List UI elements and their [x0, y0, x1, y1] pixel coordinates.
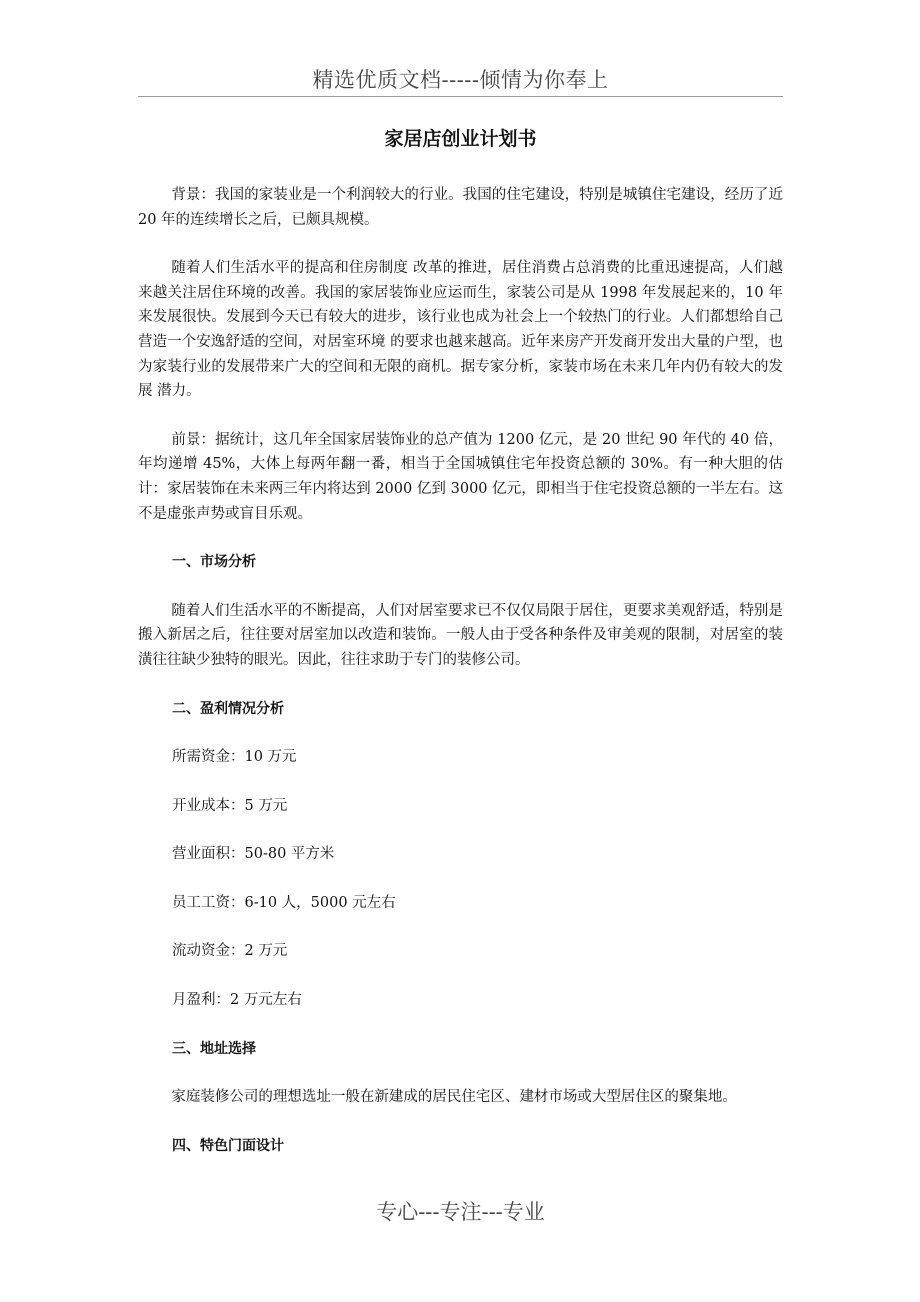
trend-paragraph: 随着人们生活水平的提高和住房制度 改革的推进，居住消费占总消费的比重迅速提高，人们越来越关注居住环境的改善。我国的家居装饰业应运而生，家装公司是从 1998 年发展起来的，10 年来发展很快。发展到今天已有较大的进步，该行业也成为社会上一个较热门的行业。人们都想给自己营造一个安逸舒适的空间，对居室环境 的要求也越来越高。近年来房产开发商开发出大量的户型，也为家装行业的发展带来广大的空间和无限的商机。据专家分析，家装市场在未来几年内仍有较大的发展 潜力。	[138, 260, 783, 400]
market-analysis-paragraph: 随着人们生活水平的不断提高，人们对居室要求已不仅仅局限于居住，更要求美观舒适，特别是搬入新居之后，往往要对居室加以改造和装饰。一般人由于受各种条件及审美观的限制，对居室的装潢往往缺少独特的眼光。因此，往往求助于专门的装修公司。	[138, 602, 783, 668]
location-paragraph: 家庭装修公司的理想选址一般在新建成的居民住宅区、建材市场或大型居住区的聚集地。	[171, 1089, 737, 1106]
profit-item-monthly-profit: 月盈利：2 万元左右	[172, 992, 302, 1009]
section-heading-location: 三、地址选择	[172, 1040, 256, 1057]
section-heading-market: 一、市场分析	[172, 554, 256, 571]
document-body	[138, 183, 783, 1182]
profit-item-working-capital: 流动资金：2 万元	[172, 943, 288, 960]
section-heading-profit: 二、盈利情况分析	[172, 700, 284, 717]
header-divider	[138, 96, 783, 97]
section-heading-storefront: 四、特色门面设计	[172, 1137, 284, 1154]
prospect-paragraph: 前景：据统计，这几年全国家居装饰业的总产值为 1200 亿元，是 20 世纪 90 年代的 40 倍，年均递增 45%，大体上每两年翻一番，相当于全国城镇住宅年投资总额的 30%。有一种大胆的估计：家居装饰在未来两三年内将达到 2000 亿到 3000 亿元，即相当于住宅投资总额的一半左右。这不是虚张声势或盲目乐观。	[138, 431, 783, 522]
profit-item-startup-cost: 开业成本：5 万元	[172, 797, 288, 814]
profit-item-capital: 所需资金：10 万元	[172, 749, 297, 766]
document-title: 家居店创业计划书	[384, 128, 537, 150]
page-header: 精选优质文档-----倾情为你奉上	[312, 68, 609, 92]
background-paragraph: 背景：我国的家装业是一个利润较大的行业。我国的住宅建设，特别是城镇住宅建设，经历了近 20 年的连续增长之后，已颇具规模。	[138, 187, 783, 228]
page-footer: 专心---专注---专业	[376, 1200, 545, 1224]
profit-item-area: 营业面积：50-80 平方米	[172, 846, 335, 863]
profit-item-wages: 员工工资：6-10 人，5000 元左右	[172, 894, 396, 911]
